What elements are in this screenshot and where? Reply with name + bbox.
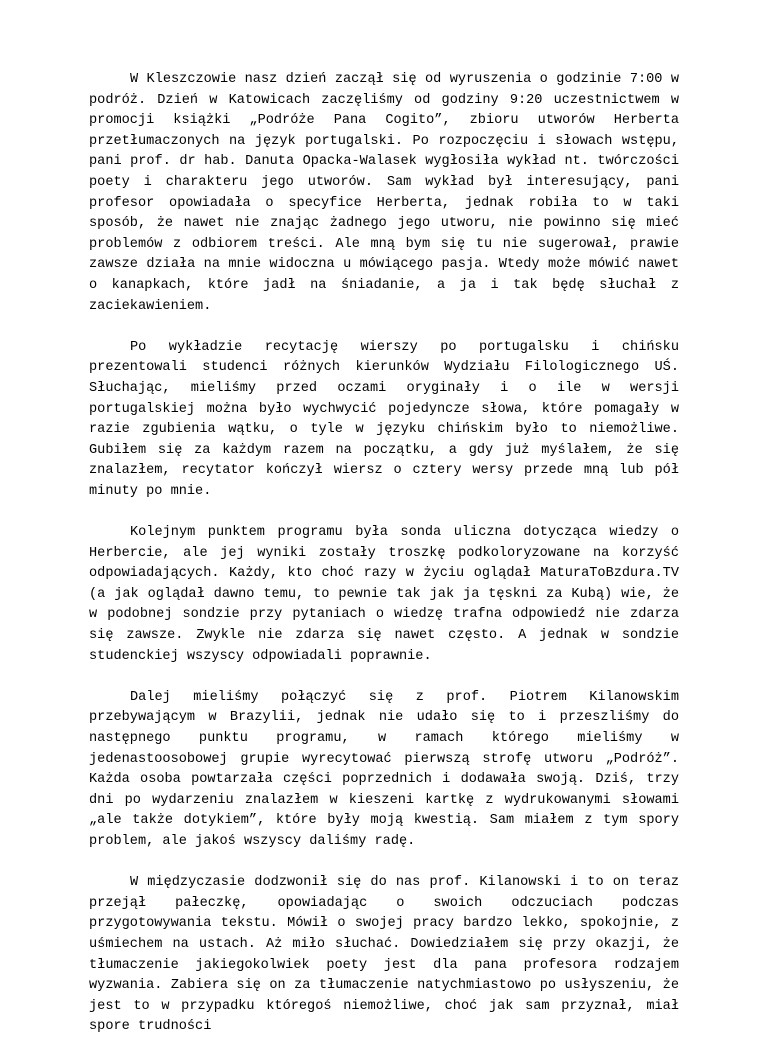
paragraph-2: Po wykładzie recytację wierszy po portugalsku i chińsku prezentowali studenci różnych kierunków Wydziału Filologicznego UŚ. Słuchając, mieliśmy przed oczami oryginały i o ile w wersji portugalskiej można było wychwycić pojedyncze słowa, które pomagały w razie zgubienia wątku, o tyle w języku chińskim było to niemożliwe. Gubiłem się za każdym razem na początku, a gdy już myślałem, że się znalazłem, recytator kończył wiersz o cztery wersy przede mną lub pół minuty po mnie. bbox=[89, 339, 679, 499]
paragraph-5: W międzyczasie dodzwonił się do nas prof. Kilanowski i to on teraz przejął pałeczkę, opowiadając o swoich odczuciach podczas przygotowywania tekstu. Mówił o swojej pracy bardzo lekko, spokojnie, z uśmiechem na ustach. Aż miło słuchać. Dowiedziałem się przy okazji, że tłumaczenie jakiegokolwiek poety jest dla pana profesora rodzajem wyzwania. Zabiera się on za tłumaczenie natychmiastowo po usłyszeniu, że jest to w przypadku któregoś niemożliwe, choć jak sam przyznał, miał spore trudności bbox=[89, 875, 679, 1035]
paragraph-1: W Kleszczowie nasz dzień zaczął się od wyruszenia o godzinie 7:00 w podróż. Dzień w Katowicach zaczęliśmy od godziny 9:20 uczestnictwem w promocji książki „Podróże Pana Cogito”, zbioru utworów Herberta przetłumaczonych na język portugalski. Po rozpoczęciu i słowach wstępu, pani prof. dr hab. Danuta Opacka-Walasek wygłosiła wykład nt. twórczości poety i charakteru jego utworów. Sam wykład był interesujący, pani profesor opowiadała o specyfice Herberta, jednak robiła to w taki sposób, że nawet nie znając żadnego jego utworu, nie powinno się mieć problemów z odbiorem treści. Ale mną bym się tu nie sugerował, prawie zawsze działa na mnie widoczna u mówiącego pasja. Wtedy może mówić nawet o kanapkach, które jadł na śniadanie, a ja i tak będę słuchał z zaciekawieniem. bbox=[89, 72, 679, 314]
paragraph-3: Kolejnym punktem programu była sonda uliczna dotycząca wiedzy o Herbercie, ale jej wyniki zostały troszkę podkoloryzowane na korzyść odpowiadających. Każdy, kto choć razy w życiu oglądał MaturaToBzdura.TV (a jak oglądał dawno temu, to pewnie tak jak ja tęskni za Kubą) wie, że w podobnej sondzie przy pytaniach o wiedzę trafna odpowiedź nie zdarza się zawsze. Zwykle nie zdarza się nawet często. A jednak w sondzie studenckiej wszyscy odpowiadali poprawnie. bbox=[89, 525, 679, 664]
document-body bbox=[89, 70, 679, 1038]
paragraph-4: Dalej mieliśmy połączyć się z prof. Piotrem Kilanowskim przebywającym w Brazylii, jednak nie udało się to i przeszliśmy do następnego punktu programu, w ramach którego mieliśmy w jedenastoosobowej grupie wyrecytować pierwszą strofę utworu „Podróż”. Każda osoba powtarzała części poprzednich i dodawała swoją. Dziś, trzy dni po wydarzeniu znalazłem w kieszeni kartkę z wydrukowanymi słowami „ale także dotykiem”, które były moją kwestią. Sam miałem z tym spory problem, ale jakoś wszyscy daliśmy radę. bbox=[89, 689, 679, 849]
